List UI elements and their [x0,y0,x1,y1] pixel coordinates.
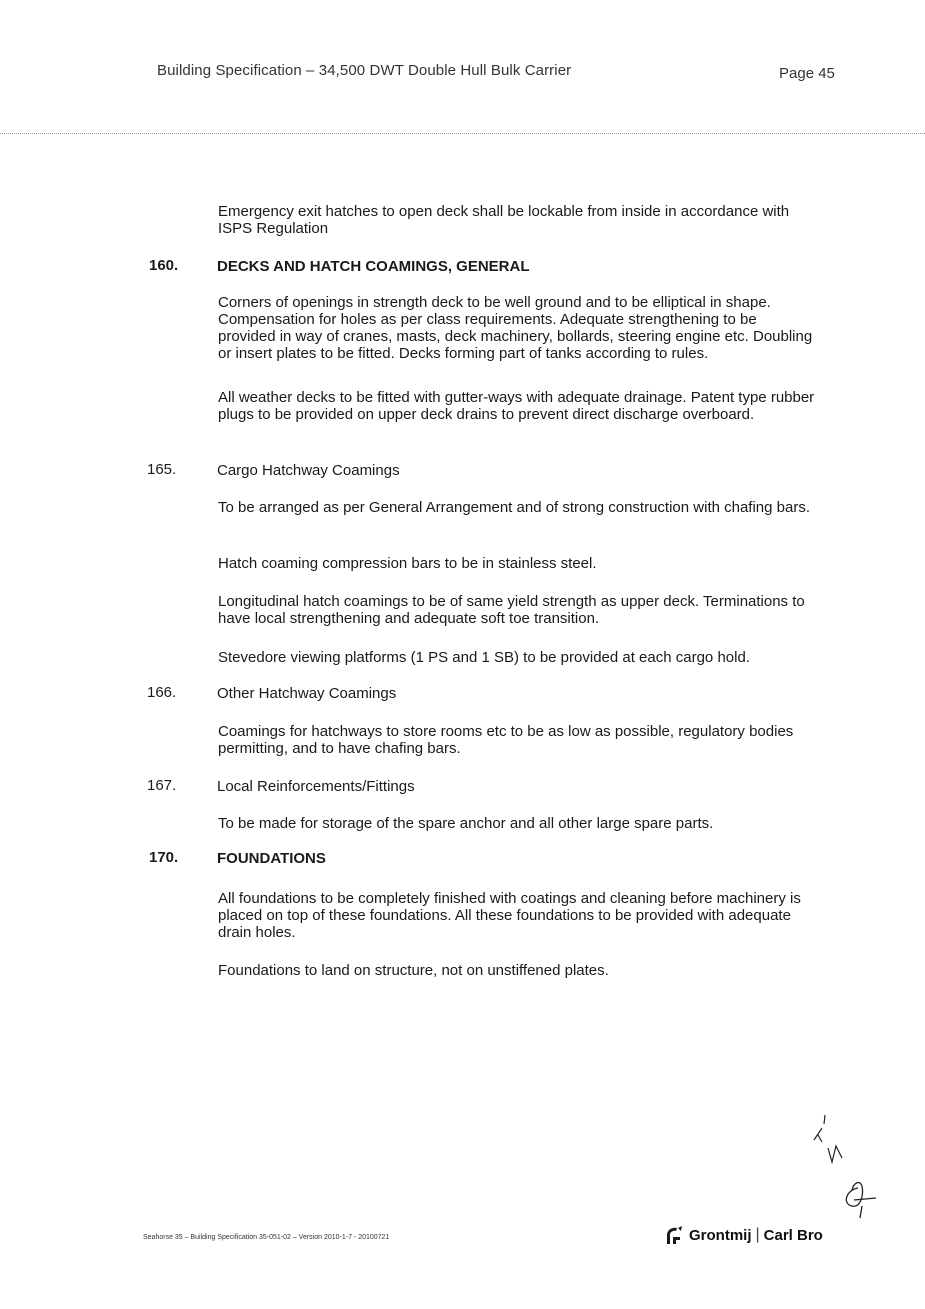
section-number-160: 160. [149,257,179,274]
footer-document-reference: Seahorse 35 – Building Specification 35-051-02 – Version 2010-1-7 - 20100721 [143,1234,390,1241]
grontmij-logo-icon [663,1224,685,1246]
section-160-paragraph-2: All weather decks to be fitted with gutter-ways with adequate drainage. Patent type rubber plugs to be provided on upper deck drains to prevent direct discharge overboard. [218,389,815,423]
section-title-165: Cargo Hatchway Coamings [217,462,400,479]
logo-separator: | [755,1226,760,1243]
section-165-paragraph-3: Longitudinal hatch coamings to be of same yield strength as upper deck. Terminations to have local strengthening and adequate soft toe transition. [218,593,805,627]
logo-text-carl-bro: Carl Bro [763,1226,823,1244]
section-number-165: 165. [147,461,177,478]
section-165-paragraph-1: To be arranged as per General Arrangement and of strong construction with chafing bars. [218,499,811,516]
section-title-166: Other Hatchway Coamings [217,685,397,702]
section-165-paragraph-4: Stevedore viewing platforms (1 PS and 1 SB) to be provided at each cargo hold. [218,649,750,666]
section-title-160: DECKS AND HATCH COAMINGS, GENERAL [217,258,530,275]
section-170-paragraph-2: Foundations to land on structure, not on unstiffened plates. [218,962,609,979]
section-160-paragraph-1: Corners of openings in strength deck to be well ground and to be elliptical in shape. Compensation for holes as per class requirements. Adequate strengthening to be provided in way of cranes, masts, deck machinery, bollards, steering engine etc. Doubling or insert plates to be fitted. Decks forming part of tanks according to rules. [218,294,813,362]
page-number: Page 45 [779,65,835,82]
intro-paragraph: Emergency exit hatches to open deck shall be lockable from inside in accordance with ISPS Regulation [218,203,790,237]
section-number-166: 166. [147,684,177,701]
section-number-170: 170. [149,849,179,866]
section-number-167: 167. [147,777,177,794]
handwritten-signature [800,1110,890,1220]
section-166-paragraph-1: Coamings for hatchways to store rooms etc to be as low as possible, regulatory bodies permitting, and to have chafing bars. [218,723,794,757]
document-title: Building Specification – 34,500 DWT Double Hull Bulk Carrier [157,62,572,79]
section-170-paragraph-1: All foundations to be completely finished with coatings and cleaning before machinery is placed on top of these foundations. All these foundations to be provided with adequate drain holes. [218,890,801,941]
header-divider [0,133,925,134]
logo-text-grontmij: Grontmij [689,1226,752,1244]
section-title-170: FOUNDATIONS [217,850,326,867]
company-logo [663,1223,823,1247]
section-167-paragraph-1: To be made for storage of the spare anchor and all other large spare parts. [218,815,714,832]
section-title-167: Local Reinforcements/Fittings [217,778,415,795]
section-165-paragraph-2: Hatch coaming compression bars to be in stainless steel. [218,555,597,572]
